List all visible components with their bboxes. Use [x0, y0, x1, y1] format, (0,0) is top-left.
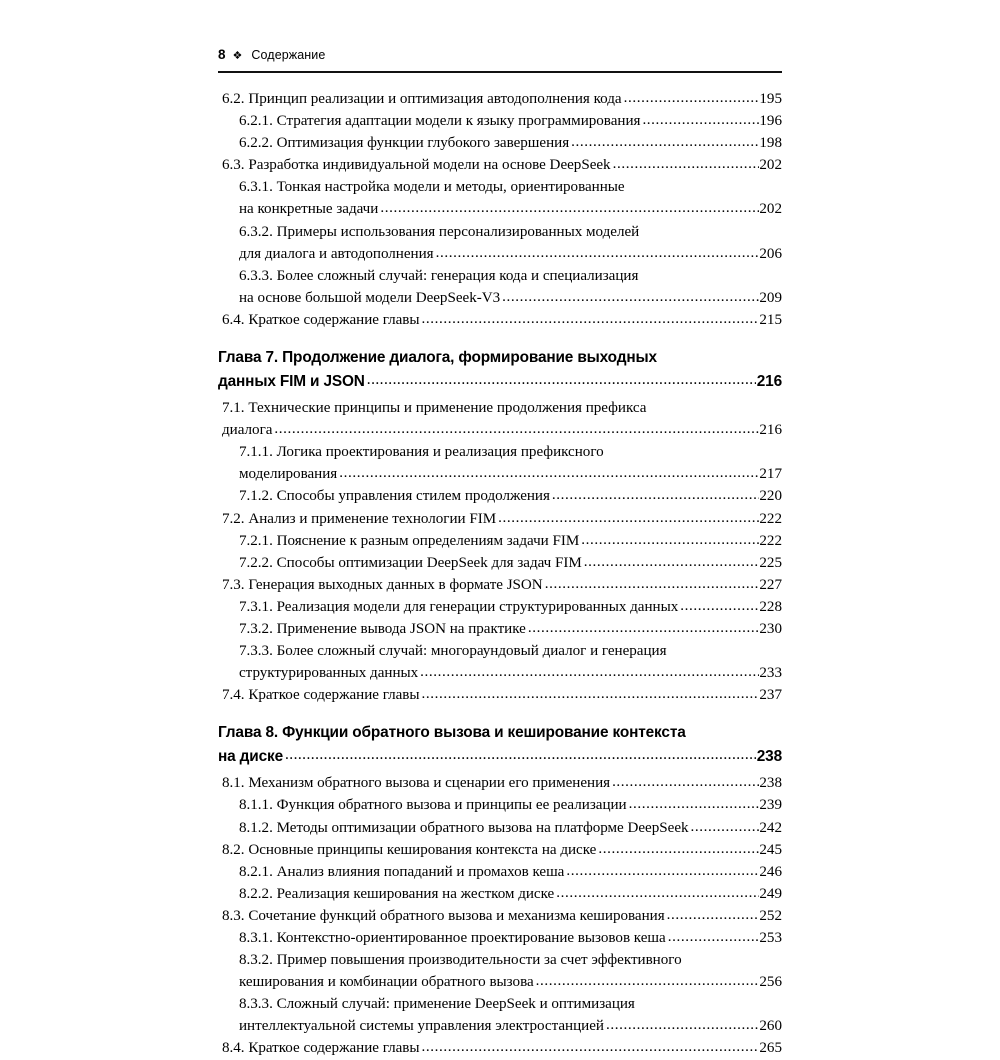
- toc-entry-7-3-3-text: 7.3.3. Более сложный случай: многораундовый диалог и генерация: [239, 643, 667, 660]
- toc-entry[interactable]: [239, 441, 782, 485]
- toc-entry-6-3-3-line: [239, 265, 782, 287]
- toc-entry-6-2-1-line: [239, 110, 782, 132]
- toc-entry[interactable]: [239, 949, 782, 993]
- toc-entry-7-2-1-line: [239, 530, 782, 552]
- toc-entry-7-2-line: [222, 508, 782, 530]
- toc-entry-7-3-3-page-number: 233: [759, 665, 782, 682]
- dot-leader: [613, 153, 759, 175]
- toc-entry-6-3-3-text: 6.3.3. Более сложный случай: генерация кода и специализация: [239, 267, 639, 284]
- toc-entry-8-3-3-text: 8.3.3. Сложный случай: применение DeepSeek и оптимизация: [239, 996, 635, 1013]
- toc-entry[interactable]: [239, 265, 782, 309]
- toc-entry[interactable]: [239, 221, 782, 265]
- toc-chapter-text: на диске: [218, 747, 283, 765]
- toc-entry-8-3-2-page-number: 256: [759, 974, 782, 991]
- toc-entry-6-4-page-number: 215: [759, 311, 782, 328]
- toc-entry-7-3-1-page-number: 228: [759, 598, 782, 615]
- dot-leader: [498, 507, 759, 529]
- toc-entry-8-1-1-text: 8.1.1. Функция обратного вызова и принципы ее реализации: [239, 797, 627, 814]
- toc-entry-6-4-text: 6.4. Краткое содержание главы: [222, 311, 420, 328]
- toc-entry-6-3-1-line: [239, 198, 782, 220]
- toc-entry-7-2-page-number: 222: [759, 510, 782, 527]
- chapter-spacer: [218, 706, 782, 721]
- toc-chapter-text: Глава 8. Функции обратного вызова и кеширование контекста: [218, 724, 686, 742]
- toc-entry-7-3-text: 7.3. Генерация выходных данных в формате JSON: [222, 576, 543, 593]
- toc-entry-8-4-line: [222, 1037, 782, 1059]
- toc-entry-7-3-2-line: [239, 618, 782, 640]
- toc-entry-8-4-page-number: 265: [759, 1040, 782, 1057]
- toc-entry-8-3-1-page-number: 253: [759, 930, 782, 946]
- toc-entry-7-4-page-number: 237: [759, 687, 782, 704]
- toc-entry-8-2-2-text: 8.2.2. Реализация кеширования на жестком диске: [239, 885, 555, 902]
- toc-entry[interactable]: [239, 640, 782, 684]
- toc-entry[interactable]: [222, 1037, 782, 1059]
- toc-entry-6-3-2-text: для диалога и автодополнения: [239, 245, 434, 262]
- toc-entry-8-3-1-line: [239, 927, 782, 949]
- toc-entry[interactable]: [222, 508, 782, 530]
- toc-entry-6-3-line: [222, 154, 782, 176]
- toc-entry-8-3-3-page-number: 260: [759, 1018, 782, 1035]
- toc-entry[interactable]: [239, 618, 782, 640]
- toc-entry-7-1-2-line: [239, 485, 782, 507]
- toc-entry-6-2-2-page-number: 198: [759, 135, 782, 152]
- toc-entry-7-1-2-text: 7.1.2. Способы управления стилем продолжения: [239, 488, 550, 505]
- toc-entry-6-2-text: 6.2. Принцип реализации и оптимизация автодополнения кода: [222, 91, 622, 107]
- toc-entry[interactable]: [222, 88, 782, 110]
- toc-entry-7-1-1-page-number: 217: [759, 466, 782, 483]
- toc-entry-7-1-text: диалога: [222, 422, 273, 439]
- toc-entry-7-4-text: 7.4. Краткое содержание главы: [222, 687, 420, 704]
- toc-entry-7-3-1-text: 7.3.1. Реализация модели для генерации структурированных данных: [239, 598, 679, 615]
- toc-entry-6-3-2-line: [239, 243, 782, 265]
- dot-leader: [612, 771, 759, 793]
- toc-entry-7-1-1-line: [239, 441, 782, 463]
- toc-entry-7-1-text: 7.1. Технические принципы и применение продолжения префикса: [222, 400, 647, 417]
- toc-entry[interactable]: [222, 772, 782, 794]
- toc-entry-7-3-2-page-number: 230: [759, 620, 782, 637]
- toc-entry-7-1-line: [222, 419, 782, 441]
- dot-leader: [422, 308, 759, 330]
- dot-leader: [556, 882, 759, 904]
- dot-leader: [536, 970, 759, 992]
- toc-entry[interactable]: [239, 552, 782, 574]
- dot-leader: [680, 595, 759, 617]
- header-divider-rule: [218, 71, 782, 73]
- toc-entry-8-1-2-line: [239, 817, 782, 839]
- toc-entry-8-1-text: 8.1. Механизм обратного вызова и сценарии его применения: [222, 775, 611, 792]
- toc-entry-7-2-2-line: [239, 552, 782, 574]
- toc-entry-7-1-1-text: моделирования: [239, 466, 338, 483]
- toc-entry-6-3-3-line: [239, 287, 782, 309]
- toc-chapter-text: Глава 7. Продолжение диалога, формирование выходных: [218, 349, 657, 367]
- toc-entry-7-2-1-page-number: 222: [759, 532, 782, 549]
- toc-entry-6-3-2-line: [239, 221, 782, 243]
- toc-entry-6-3-3-page-number: 209: [759, 289, 782, 306]
- toc-entry[interactable]: [222, 905, 782, 927]
- toc-entry[interactable]: [239, 132, 782, 154]
- dot-leader: [420, 661, 759, 683]
- page-folio-number: 8: [218, 47, 226, 62]
- toc-entry-6-2-2-text: 6.2.2. Оптимизация функции глубокого завершения: [239, 135, 570, 152]
- toc-entry-7-3-page-number: 227: [759, 576, 782, 593]
- dot-leader: [436, 242, 759, 264]
- dot-leader: [668, 926, 759, 948]
- toc-entry-6-3-text: 6.3. Разработка индивидуальной модели на основе DeepSeek: [222, 157, 611, 174]
- toc-entry-7-3-line: [222, 574, 782, 596]
- toc-entry-7-1-page-number: 216: [759, 422, 782, 439]
- toc-entry-8-1-1-line: [239, 794, 782, 816]
- toc-chapter-page-number: 216: [756, 372, 782, 390]
- running-header: [218, 48, 782, 62]
- dot-leader: [528, 617, 759, 639]
- toc-entry-6-2-line: [222, 88, 782, 110]
- toc-entry-8-3-2-line: [239, 971, 782, 993]
- toc-entry-8-3-3-text: интеллектуальной системы управления электростанцией: [239, 1018, 604, 1035]
- toc-entry-7-3-3-line: [239, 640, 782, 662]
- toc-entry-8-3-2-text: кеширования и комбинации обратного вызова: [239, 974, 534, 991]
- toc-entry-6-3-1-line: [239, 176, 782, 198]
- toc-entry-7-2-2-page-number: 225: [759, 554, 782, 571]
- toc-entry[interactable]: [239, 794, 782, 816]
- dot-leader: [545, 573, 759, 595]
- dot-leader: [274, 418, 758, 440]
- toc-entry[interactable]: [239, 817, 782, 839]
- toc-entry-6-4-line: [222, 309, 782, 331]
- toc-entry-8-2-1-page-number: 246: [759, 863, 782, 880]
- toc-entry[interactable]: [239, 883, 782, 905]
- dot-leader: [691, 816, 759, 838]
- toc-entry-6-3-1-text: на конкретные задачи: [239, 201, 379, 218]
- toc-entry[interactable]: [239, 176, 782, 220]
- dot-leader: [339, 462, 759, 484]
- running-header-title: Содержание: [251, 48, 326, 62]
- toc-entry-8-3-1-text: 8.3.1. Контекстно-ориентированное проектирование вызовов кеша: [239, 930, 666, 946]
- toc-chapter-text: данных FIM и JSON: [218, 372, 365, 390]
- dot-leader: [367, 368, 756, 392]
- dot-leader: [502, 286, 759, 308]
- toc-entry[interactable]: [239, 861, 782, 883]
- toc-entry[interactable]: [222, 574, 782, 596]
- dot-leader: [552, 484, 759, 506]
- toc-entry-8-3-page-number: 252: [759, 907, 782, 924]
- toc-entry[interactable]: [222, 154, 782, 176]
- toc-chapter-line: [218, 745, 782, 769]
- toc-entry[interactable]: [239, 530, 782, 552]
- dot-leader: [624, 87, 759, 109]
- toc-entry-6-2-page-number: 195: [759, 91, 782, 107]
- toc-chapter-heading[interactable]: [218, 721, 782, 768]
- toc-entry-7-1-1-line: [239, 463, 782, 485]
- toc-entry[interactable]: [222, 397, 782, 441]
- toc-entry-8-3-2-line: [239, 949, 782, 971]
- dot-leader: [422, 1036, 759, 1058]
- toc-entry-7-2-2-text: 7.2.2. Способы оптимизации DeepSeek для задач FIM: [239, 554, 582, 571]
- book-page: [218, 0, 782, 1057]
- dot-leader: [422, 683, 759, 705]
- toc-entry[interactable]: [239, 596, 782, 618]
- toc-entry-8-2-text: 8.2. Основные принципы кеширования контекста на диске: [222, 841, 597, 858]
- toc-entry-8-3-2-text: 8.3.2. Пример повышения производительности за счет эффективного: [239, 952, 682, 969]
- toc-entry-7-3-3-line: [239, 662, 782, 684]
- toc-entry[interactable]: [222, 309, 782, 331]
- dot-leader: [571, 131, 759, 153]
- toc-entry-7-2-text: 7.2. Анализ и применение технологии FIM: [222, 510, 497, 527]
- toc-entry-8-2-line: [222, 839, 782, 861]
- toc-entry-6-2-1-text: 6.2.1. Стратегия адаптации модели к языку программирования: [239, 113, 641, 130]
- chapter-spacer: [218, 331, 782, 346]
- dot-leader: [667, 904, 759, 926]
- toc-entry-8-1-2-page-number: 242: [759, 819, 782, 836]
- toc-entry[interactable]: [239, 927, 782, 949]
- dot-leader: [606, 1014, 759, 1036]
- toc-chapter-line: [218, 370, 782, 394]
- toc-entry-7-1-2-page-number: 220: [759, 488, 782, 505]
- toc-entry-6-3-2-page-number: 206: [759, 245, 782, 262]
- toc-entry[interactable]: [239, 485, 782, 507]
- dot-leader: [629, 793, 759, 815]
- toc-chapter-page-number: 238: [756, 747, 782, 765]
- toc-entry-8-3-text: 8.3. Сочетание функций обратного вызова и механизма кеширования: [222, 907, 665, 924]
- toc-entry-6-3-3-text: на основе большой модели DeepSeek-V3: [239, 289, 501, 306]
- toc-chapter-line: [218, 346, 782, 370]
- dot-leader: [285, 743, 756, 767]
- dot-leader: [581, 529, 759, 551]
- toc-entry-8-2-2-page-number: 249: [759, 885, 782, 902]
- toc-entry-8-1-2-text: 8.1.2. Методы оптимизации обратного вызова на платформе DeepSeek: [239, 819, 689, 836]
- toc-entry-7-1-1-text: 7.1.1. Логика проектирования и реализация префиксного: [239, 444, 604, 461]
- toc-entry-6-3-2-text: 6.3.2. Примеры использования персонализированных моделей: [239, 223, 640, 240]
- dot-leader: [566, 860, 759, 882]
- dot-leader: [584, 551, 759, 573]
- toc-entry[interactable]: [239, 110, 782, 132]
- toc-entry-7-2-1-text: 7.2.1. Пояснение к разным определениям задачи FIM: [239, 532, 580, 549]
- dot-leader: [598, 838, 759, 860]
- toc-entry-8-3-line: [222, 905, 782, 927]
- toc-entry-6-2-2-line: [239, 132, 782, 154]
- toc-entry-8-4-text: 8.4. Краткое содержание главы: [222, 1040, 420, 1057]
- toc-entry-7-1-line: [222, 397, 782, 419]
- toc-entry-6-3-page-number: 202: [759, 157, 782, 174]
- toc-entry[interactable]: [222, 839, 782, 861]
- dot-leader: [642, 109, 758, 131]
- toc-entry-6-3-1-page-number: 202: [759, 201, 782, 218]
- toc-entry-8-2-2-line: [239, 883, 782, 905]
- toc-entry-8-1-line: [222, 772, 782, 794]
- toc-chapter-line: [218, 721, 782, 745]
- toc-entry-8-3-3-line: [239, 993, 782, 1015]
- dot-leader: [380, 197, 759, 219]
- table-of-contents: [218, 88, 782, 1060]
- toc-entry-7-4-line: [222, 684, 782, 706]
- four-pointed-star-ornament-icon: ❖: [232, 49, 243, 62]
- toc-entry-8-3-3-line: [239, 1015, 782, 1037]
- toc-entry-8-1-page-number: 238: [759, 775, 782, 792]
- toc-entry-6-2-1-page-number: 196: [759, 113, 782, 130]
- toc-entry-8-2-1-text: 8.2.1. Анализ влияния попаданий и промахов кеша: [239, 863, 565, 880]
- toc-entry-7-3-2-text: 7.3.2. Применение вывода JSON на практике: [239, 620, 526, 637]
- toc-entry-8-1-1-page-number: 239: [759, 797, 782, 814]
- toc-entry-7-3-1-line: [239, 596, 782, 618]
- toc-entry-8-2-page-number: 245: [759, 841, 782, 858]
- toc-entry-7-3-3-text: структурированных данных: [239, 665, 419, 682]
- toc-entry-6-3-1-text: 6.3.1. Тонкая настройка модели и методы, ориентированные: [239, 179, 625, 196]
- toc-entry[interactable]: [222, 684, 782, 706]
- toc-chapter-heading[interactable]: [218, 346, 782, 393]
- toc-entry-8-2-1-line: [239, 861, 782, 883]
